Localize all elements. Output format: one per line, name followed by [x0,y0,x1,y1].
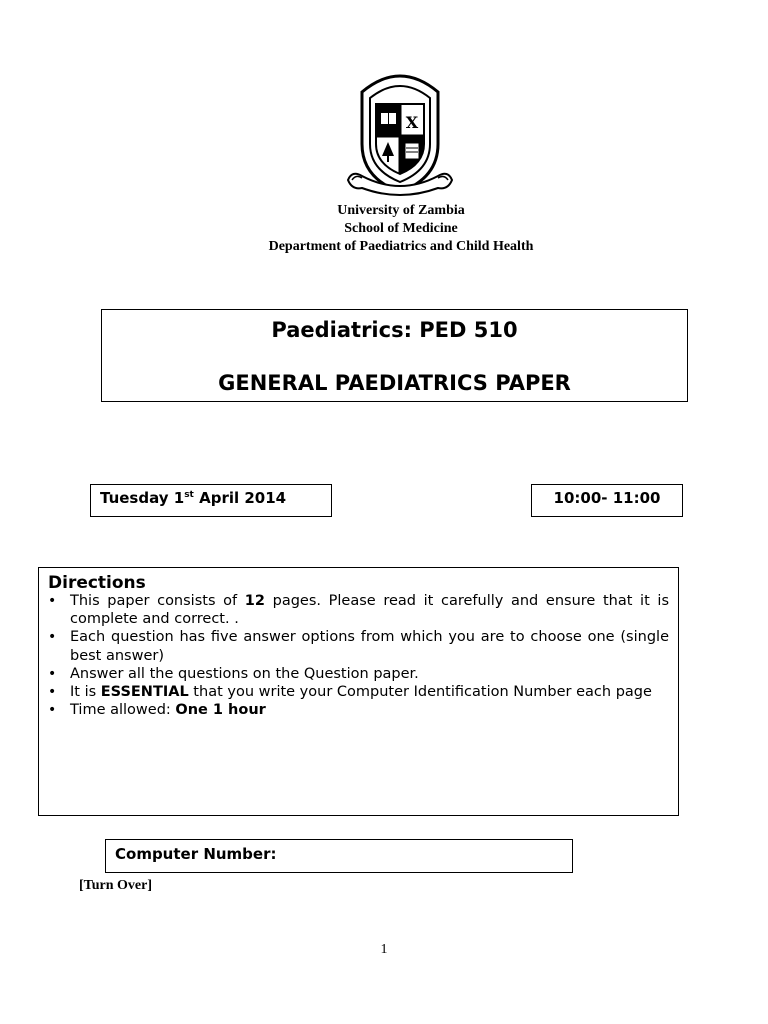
exam-title-box [101,309,688,402]
direction-item: • Answer all the questions on the Question paper. [48,665,669,683]
directions-list [48,592,669,719]
direction-item: • Time allowed: One 1 hour [48,701,669,719]
direction-item: • It is ESSENTIAL that you write your Computer Identification Number each page [48,683,669,701]
turn-over-note: [Turn Over] [79,878,152,893]
department-name: Department of Paediatrics and Child Health [268,239,534,254]
school-name: School of Medicine [344,221,458,236]
date-ordinal: st [184,490,194,500]
date-text: Tuesday 1 [100,489,185,507]
course-title: Paediatrics: PED 510 [271,318,518,342]
directions-title: Directions [48,573,146,593]
university-seal [344,66,456,202]
computer-number-field[interactable] [105,839,573,873]
exam-time: 10:00- 11:00 [553,489,661,507]
page-number: 1 [380,942,388,957]
computer-number-label: Computer Number: [115,845,277,863]
university-name: University of Zambia [337,203,465,218]
paper-title: GENERAL PAEDIATRICS PAPER [218,371,571,395]
svg-text:X: X [405,113,419,132]
exam-time-box [531,484,683,517]
exam-date-box [90,484,332,517]
date-month-year: April 2014 [193,489,287,507]
directions-box [38,567,679,816]
direction-item: • Each question has five answer options from which you are to choose one (single best answer) [48,628,669,664]
direction-item: • This paper consists of 12 pages. Please read it carefully and ensure that it is complete and correct. . [48,592,669,628]
